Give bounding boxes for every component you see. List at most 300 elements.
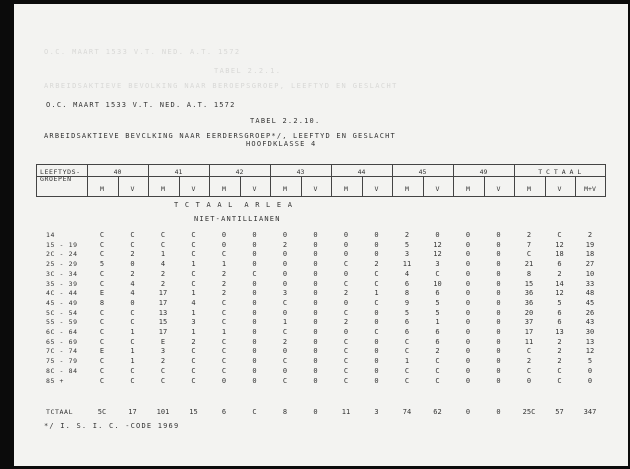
table-cell: 12 — [433, 250, 442, 259]
table-cell: 0 — [313, 231, 318, 239]
table-cell: C — [343, 279, 349, 288]
row-label: 35 - 39 — [46, 279, 78, 288]
table-cell: 5 — [404, 240, 410, 249]
table-cell: 0 — [343, 328, 349, 336]
table-cell: C — [221, 308, 227, 317]
table-cell: 1 — [130, 357, 135, 366]
table-cell: 0 — [587, 376, 593, 385]
table-cell: C — [160, 231, 166, 239]
table-cell: 0 — [252, 357, 257, 366]
table-cell: 0 — [252, 308, 257, 317]
table-cell: 6 — [557, 260, 562, 269]
table-cell: 0 — [374, 231, 379, 239]
table-cell: 0 — [313, 328, 318, 336]
column-header: V — [557, 185, 562, 193]
table-cell: C — [557, 366, 562, 375]
table-cell: 5 — [557, 298, 562, 307]
table-cell: C — [282, 298, 288, 307]
table-cell: C — [435, 376, 440, 385]
table-cell: 2 — [526, 231, 532, 239]
table-cell: 43 — [585, 318, 595, 327]
table-cell: 20 — [524, 308, 534, 317]
section-sub-header: NIET-ANTILLIANEN — [194, 215, 281, 223]
table-cell: 2 — [526, 357, 532, 366]
table-cell: 0 — [496, 357, 501, 366]
table-cell: 2 — [435, 347, 440, 356]
table-cell: C — [99, 376, 105, 385]
table-cell: 13 — [585, 337, 595, 346]
table-cell: 6 — [435, 289, 440, 298]
table-cell: C — [99, 269, 105, 278]
table-cell: 0 — [465, 298, 471, 307]
column-header: M — [100, 185, 104, 193]
table-cell: 14 — [555, 279, 564, 288]
table-cell: E — [99, 347, 105, 356]
group-rule — [36, 176, 606, 177]
table-cell: C — [191, 347, 196, 356]
table-cell: 8 — [526, 269, 532, 278]
table-cell: C — [191, 376, 196, 385]
table-cell: 0 — [252, 250, 257, 259]
column-divider — [545, 177, 546, 197]
column-header: M — [283, 185, 287, 193]
table-cell: C — [191, 357, 196, 366]
column-divider — [270, 177, 271, 197]
table-cell: 1 — [130, 328, 135, 336]
table-cell: 30 — [585, 328, 595, 336]
table-cell: 0 — [496, 347, 501, 356]
table-cell: C — [99, 240, 105, 249]
bleed-through-line: ARBEIDSAKTIEVE BEVOLKING NAAR BEROEPSGROEP, LEEFTYD EN GESLACHT — [44, 82, 398, 90]
table-cell: 0 — [313, 240, 318, 249]
column-divider — [575, 177, 576, 197]
table-cell: C — [99, 337, 105, 346]
table-cell: C — [526, 347, 532, 356]
table-cell: 2 — [374, 260, 379, 269]
table-cell: 2 — [557, 357, 562, 366]
bleed-through-line: TABEL 2.2.1. — [214, 67, 282, 75]
table-cell: 0 — [313, 408, 318, 416]
table-cell: 0 — [221, 376, 227, 385]
table-cell: C — [130, 231, 135, 239]
table-cell: C — [99, 279, 105, 288]
table-cell: C — [343, 337, 349, 346]
table-left-rule — [36, 164, 37, 197]
table-cell: C — [191, 279, 196, 288]
table-cell: 0 — [252, 337, 257, 346]
table-cell: C — [282, 328, 288, 336]
table-cell: 0 — [252, 240, 257, 249]
table-cell: 0 — [496, 269, 501, 278]
table-subtitle: HOOFDKLASSE 4 — [246, 140, 317, 148]
table-cell: 8 — [404, 289, 410, 298]
table-cell: 4 — [160, 260, 166, 269]
table-cell: C — [221, 250, 227, 259]
column-divider — [362, 177, 363, 197]
table-cell: 13 — [555, 328, 564, 336]
table-cell: 0 — [465, 408, 471, 416]
table-cell: 0 — [465, 289, 471, 298]
table-cell: 12 — [555, 289, 564, 298]
table-cell: 15 — [158, 318, 168, 327]
table-cell: 6 — [221, 408, 227, 416]
table-cell: 27 — [585, 260, 595, 269]
table-cell: 6 — [404, 279, 410, 288]
table-title: ARBEIDSAKTIEVE BEVCLKING NAAR EERDERSGROEP*/, LEEFTYD EN GESLACHT — [44, 132, 396, 140]
row-label: 2C - 24 — [46, 250, 78, 259]
table-cell: 26 — [585, 308, 595, 317]
table-cell: C — [557, 231, 562, 239]
table-cell: 0 — [587, 366, 593, 375]
table-cell: C — [191, 250, 196, 259]
table-cell: 0 — [435, 231, 440, 239]
table-cell: 0 — [465, 347, 471, 356]
column-header: V — [496, 185, 501, 193]
table-cell: 0 — [252, 279, 257, 288]
column-header: M — [344, 185, 348, 193]
table-cell: 0 — [465, 366, 471, 375]
table-cell: C — [282, 376, 288, 385]
table-cell: 1 — [191, 308, 196, 317]
row-label: 6C - 64 — [46, 328, 78, 336]
column-header: V — [191, 185, 196, 193]
table-cell: C — [343, 260, 349, 269]
table-cell: 2 — [587, 231, 593, 239]
table-cell: C — [404, 376, 410, 385]
row-label: 3C - 34 — [46, 269, 78, 278]
table-cell: 3 — [191, 318, 196, 327]
row-label: 55 - 59 — [46, 318, 78, 327]
table-cell: 1 — [191, 289, 196, 298]
row-label: 8C - 84 — [46, 366, 78, 375]
table-cell: 2 — [557, 337, 562, 346]
table-cell: C — [343, 308, 349, 317]
table-cell: 2 — [221, 279, 227, 288]
table-cell: 1 — [404, 357, 410, 366]
table-cell: 0 — [282, 366, 288, 375]
table-cell: 0 — [313, 347, 318, 356]
column-header: M — [527, 185, 531, 193]
row-label: 75 - 79 — [46, 357, 78, 366]
table-cell: 11 — [341, 408, 351, 416]
table-cell: 0 — [496, 250, 501, 259]
table-cell: 0 — [526, 376, 532, 385]
table-cell: 15 — [189, 408, 198, 416]
table-cell: 2 — [282, 240, 288, 249]
column-header: V — [435, 185, 440, 193]
table-cell: 2 — [282, 337, 288, 346]
table-cell: 0 — [374, 308, 379, 317]
table-cell: 0 — [282, 250, 288, 259]
table-cell: 5 — [404, 308, 410, 317]
row-label: 15 - 19 — [46, 240, 78, 249]
group-header: T C T A A L — [538, 168, 582, 176]
table-cell: 0 — [496, 298, 501, 307]
table-cell: 57 — [555, 408, 564, 416]
table-cell: 0 — [496, 408, 501, 416]
column-header: V — [374, 185, 379, 193]
table-cell: 0 — [465, 318, 471, 327]
table-cell: 101 — [156, 408, 170, 416]
table-cell: 37 — [524, 318, 534, 327]
table-cell: 0 — [313, 298, 318, 307]
table-cell: 0 — [374, 337, 379, 346]
table-cell: 0 — [496, 318, 501, 327]
table-cell: C — [130, 308, 135, 317]
table-cell: 21 — [524, 260, 534, 269]
table-cell: 36 — [524, 289, 534, 298]
table-cell: 8 — [99, 298, 105, 307]
table-cell: 0 — [252, 366, 257, 375]
table-cell: C — [130, 240, 135, 249]
row-label: 65 - 69 — [46, 337, 78, 346]
table-cell: 3 — [404, 250, 410, 259]
table-cell: C — [252, 408, 257, 416]
table-cell: 347 — [583, 408, 597, 416]
table-cell: 0 — [282, 260, 288, 269]
table-cell: 15 — [524, 279, 534, 288]
column-divider — [179, 177, 180, 197]
table-cell: 0 — [313, 269, 318, 278]
table-cell: 3 — [282, 289, 288, 298]
table-cell: 5 — [435, 298, 440, 307]
table-cell: 10 — [585, 269, 595, 278]
table-cell: 2 — [557, 269, 562, 278]
table-cell: 13 — [158, 308, 168, 317]
table-cell: 0 — [313, 260, 318, 269]
group-header: 43 — [296, 168, 305, 176]
table-cell: 0 — [343, 269, 349, 278]
table-cell: C — [221, 347, 227, 356]
table-cell: 2 — [404, 231, 410, 239]
table-cell: 3 — [374, 408, 379, 416]
table-cell: 0 — [496, 366, 501, 375]
table-cell: C — [343, 376, 349, 385]
column-header: M — [466, 185, 470, 193]
table-cell: C — [191, 240, 196, 249]
table-cell: 25C — [522, 408, 536, 416]
table-cell: 2 — [557, 347, 562, 356]
table-cell: C — [374, 269, 379, 278]
table-cell: 0 — [282, 269, 288, 278]
column-header: M — [222, 185, 226, 193]
table-cell: 6 — [435, 337, 440, 346]
table-cell: 11 — [402, 260, 412, 269]
table-cell: 0 — [343, 231, 349, 239]
table-cell: 0 — [496, 337, 501, 346]
table-cell: 1 — [282, 318, 288, 327]
table-cell: 0 — [374, 366, 379, 375]
table-cell: 19 — [585, 240, 595, 249]
table-cell: 8 — [282, 408, 288, 416]
table-cell: 0 — [465, 279, 471, 288]
column-divider — [148, 177, 149, 197]
table-cell: 0 — [313, 308, 318, 317]
table-cell: 18 — [585, 250, 595, 259]
column-header: M — [161, 185, 165, 193]
group-header: 45 — [418, 168, 427, 176]
table-cell: C — [99, 318, 105, 327]
table-cell: 0 — [465, 250, 471, 259]
table-cell: 12 — [555, 240, 564, 249]
table-cell: 2 — [343, 318, 349, 327]
table-cell: 1 — [435, 318, 440, 327]
table-cell: C — [435, 357, 440, 366]
table-cell: 0 — [252, 289, 257, 298]
table-cell: C — [191, 231, 196, 239]
row-label: 45 - 49 — [46, 298, 78, 307]
table-cell: 0 — [252, 318, 257, 327]
table-cell: 45 — [585, 298, 595, 307]
table-cell: 4 — [130, 289, 135, 298]
table-cell: 0 — [252, 231, 257, 239]
table-cell: 0 — [465, 376, 471, 385]
footnote: */ I. S. I. C. -CODE 1969 — [44, 422, 180, 430]
table-cell: C — [343, 366, 349, 375]
table-cell: 0 — [282, 279, 288, 288]
table-cell: C — [160, 240, 166, 249]
table-cell: E — [99, 289, 105, 298]
table-cell: 0 — [282, 231, 288, 239]
table-cell: 0 — [221, 231, 227, 239]
table-cell: 4 — [130, 279, 135, 288]
table-number: TABEL 2.2.10. — [250, 117, 321, 125]
table-cell: 0 — [496, 308, 501, 317]
table-cell: 1 — [221, 260, 227, 269]
table-cell: 0 — [465, 308, 471, 317]
group-header: 42 — [235, 168, 244, 176]
table-cell: 33 — [585, 279, 595, 288]
table-cell: 6 — [435, 328, 440, 336]
table-cell: 0 — [496, 376, 501, 385]
table-cell: 2 — [343, 289, 349, 298]
table-cell: 6 — [404, 318, 410, 327]
table-cell: 17 — [128, 408, 137, 416]
table-cell: 0 — [465, 269, 471, 278]
table-cell: 0 — [343, 240, 349, 249]
table-cell: 5C — [97, 408, 107, 416]
table-cell: 3 — [435, 260, 440, 269]
group-header: 40 — [113, 168, 122, 176]
table-cell: C — [374, 328, 379, 336]
table-cell: 10 — [433, 279, 442, 288]
table-cell: E — [160, 337, 166, 346]
table-cell: 2 — [160, 269, 166, 278]
table-cell: C — [99, 328, 105, 336]
group-header: 44 — [357, 168, 366, 176]
table-cell: 0 — [465, 231, 471, 239]
table-cell: 48 — [585, 289, 595, 298]
row-label: 25 - 29 — [46, 260, 78, 269]
table-cell: 0 — [313, 366, 318, 375]
table-cell: C — [99, 308, 105, 317]
table-cell: 0 — [252, 260, 257, 269]
table-cell: 5 — [99, 260, 105, 269]
table-cell: 5 — [435, 308, 440, 317]
table-cell: C — [557, 376, 562, 385]
table-cell: 0 — [252, 347, 257, 356]
section-total-header: T C T A A L A R L E A — [174, 201, 294, 209]
table-cell: 0 — [465, 240, 471, 249]
table-cell: 0 — [313, 337, 318, 346]
table-cell: 2 — [130, 269, 135, 278]
table-cell: C — [221, 357, 227, 366]
table-cell: 0 — [374, 318, 379, 327]
table-cell: 0 — [252, 298, 257, 307]
table-cell: C — [526, 250, 532, 259]
column-divider — [423, 177, 424, 197]
table-cell: 0 — [496, 279, 501, 288]
leeftyd-header: LEEFTYDS- — [40, 168, 81, 176]
table-cell: 0 — [374, 250, 379, 259]
table-cell: 4 — [404, 269, 410, 278]
table-cell: 3 — [160, 347, 166, 356]
table-cell: 2 — [221, 289, 227, 298]
table-cell: 0 — [465, 260, 471, 269]
table-cell: 6 — [404, 328, 410, 336]
table-cell: 0 — [496, 289, 501, 298]
table-cell: 0 — [465, 328, 471, 336]
table-cell: 0 — [282, 347, 288, 356]
table-cell: 0 — [130, 260, 135, 269]
table-cell: 12 — [585, 347, 595, 356]
table-cell: 74 — [402, 408, 412, 416]
table-cell: 0 — [374, 347, 379, 356]
bleed-through-line: O.C. MAART 1533 V.T. NED. A.T. 1572 — [44, 48, 241, 56]
table-cell: C — [435, 366, 440, 375]
table-cell: 1 — [191, 328, 196, 336]
column-divider — [514, 177, 515, 197]
column-header: V — [313, 185, 318, 193]
table-cell: C — [99, 366, 105, 375]
table-cell: C — [404, 337, 410, 346]
table-cell: 1 — [160, 250, 166, 259]
table-cell: 0 — [343, 298, 349, 307]
group-header: 49 — [479, 168, 488, 176]
table-cell: 11 — [524, 337, 534, 346]
table-cell: C — [130, 366, 135, 375]
column-header: V — [252, 185, 257, 193]
table-cell: C — [130, 376, 135, 385]
table-cell: 0 — [496, 328, 501, 336]
table-cell: C — [252, 269, 257, 278]
table-cell: 4 — [191, 298, 196, 307]
table-cell: C — [160, 366, 166, 375]
table-cell: C — [221, 337, 227, 346]
table-cell: 0 — [465, 337, 471, 346]
table-cell: 0 — [282, 308, 288, 317]
census-line: O.C. MAART 1533 V.T. NED. A.T. 1572 — [46, 101, 236, 109]
table-cell: C — [191, 366, 196, 375]
table-cell: 0 — [465, 357, 471, 366]
table-cell: 0 — [221, 240, 227, 249]
column-divider — [209, 177, 210, 197]
table-cell: 2 — [160, 279, 166, 288]
table-cell: C — [343, 347, 349, 356]
table-cell: 0 — [313, 318, 318, 327]
table-cell: C — [404, 347, 410, 356]
table-cell: 1 — [221, 328, 227, 336]
table-cell: C — [99, 231, 105, 239]
table-cell: 0 — [343, 250, 349, 259]
table-cell: C — [221, 366, 227, 375]
table-cell: 0 — [496, 240, 501, 249]
table-cell: 0 — [313, 279, 318, 288]
column-header: M — [405, 185, 409, 193]
table-cell: 36 — [524, 298, 534, 307]
table-cell: C — [374, 298, 379, 307]
table-top-rule — [36, 164, 606, 165]
